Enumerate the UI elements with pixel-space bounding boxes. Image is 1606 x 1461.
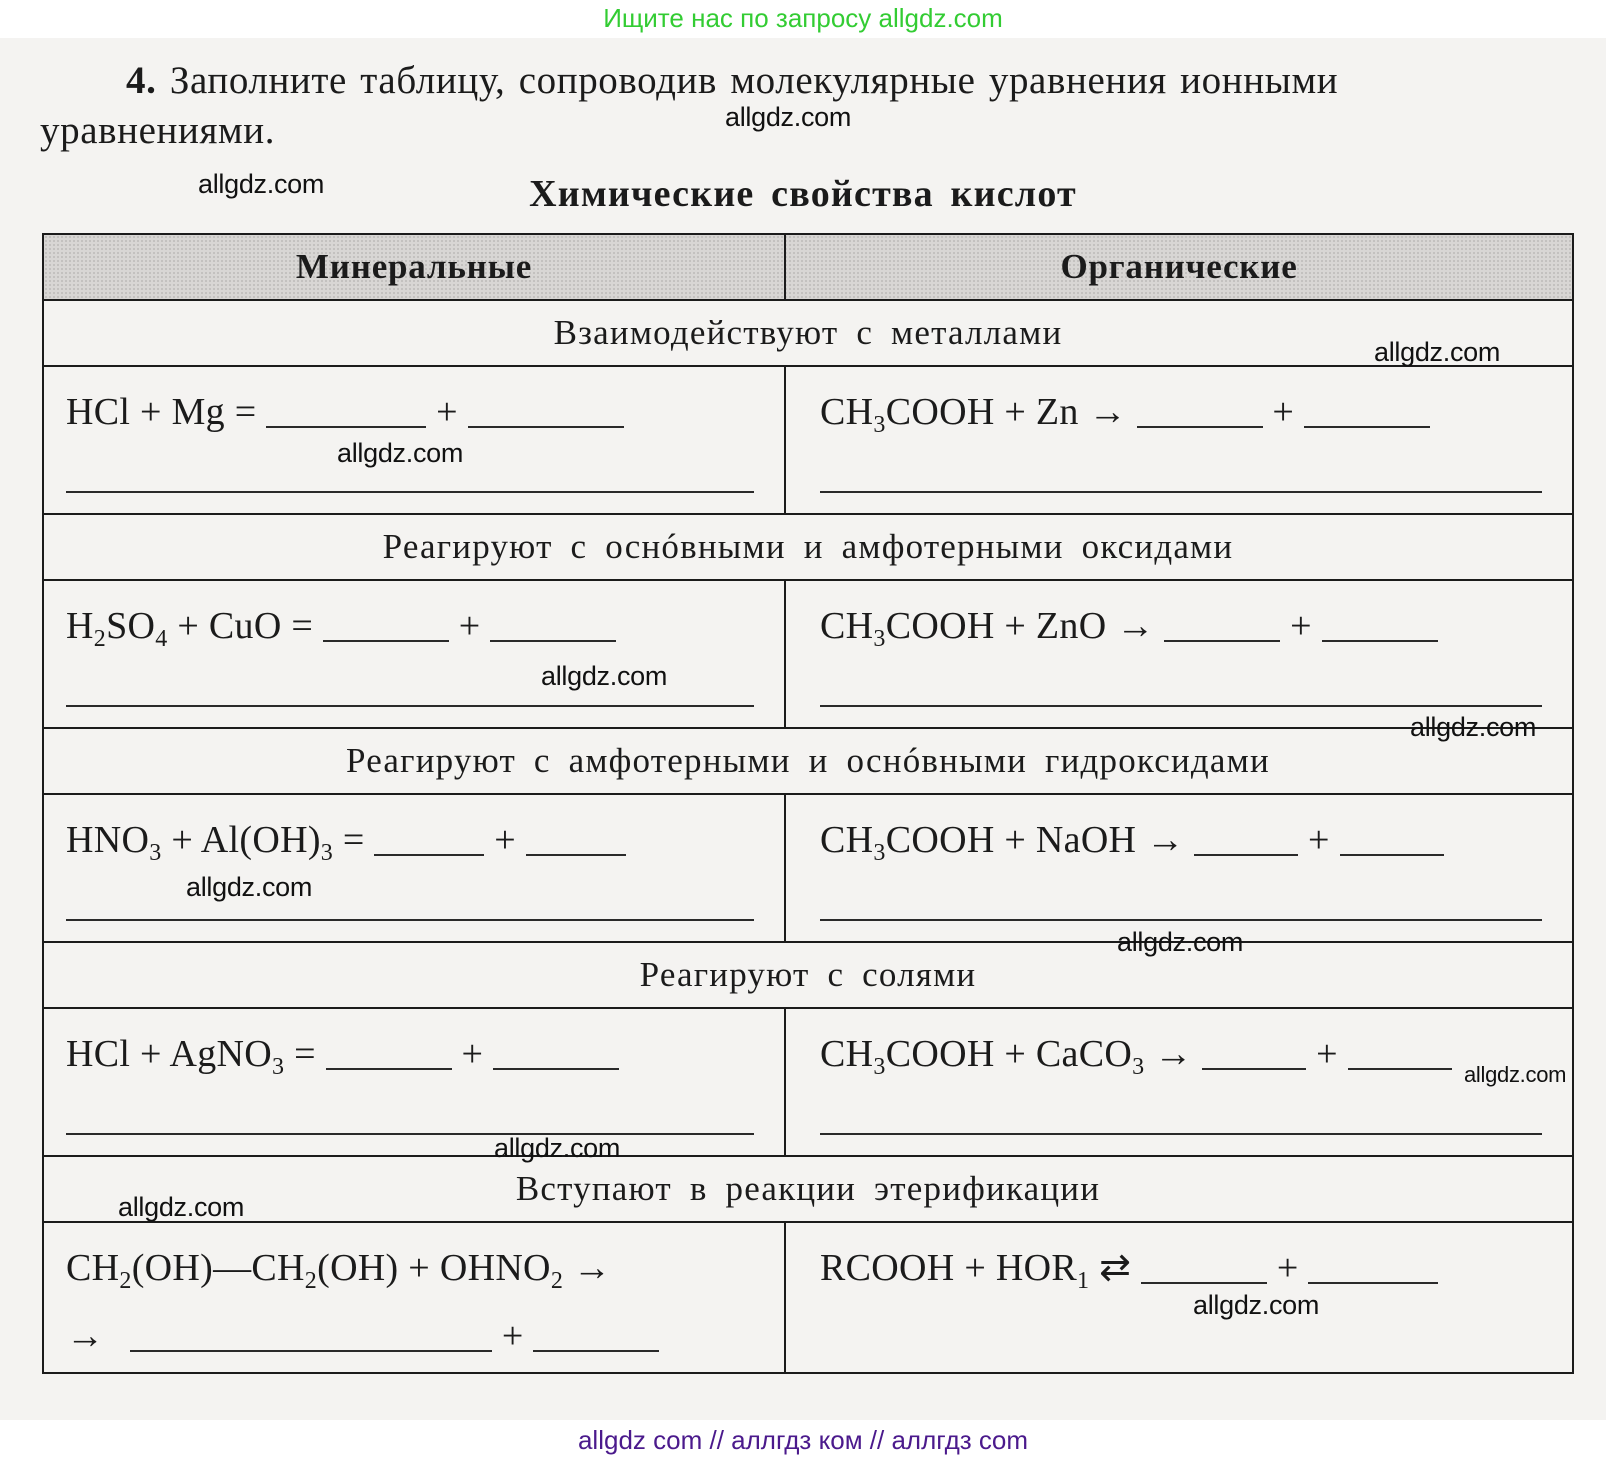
answer-blank[interactable] xyxy=(1340,854,1444,856)
column-header-organic: Органические xyxy=(1060,247,1298,286)
watermark: allgdz.com xyxy=(494,1133,621,1163)
answer-blank[interactable] xyxy=(1202,1068,1306,1070)
watermark: allgdz.com xyxy=(725,102,852,132)
watermark: allgdz.com xyxy=(118,1192,245,1222)
ionic-equation-line[interactable] xyxy=(820,919,1542,921)
equation-products-line: → + xyxy=(66,1317,659,1355)
equation-row-oxides xyxy=(44,581,1572,729)
equation-h2so4-cuo: $H_2SO_4$ + CuO = + xyxy=(66,607,616,645)
answer-blank[interactable] xyxy=(1322,640,1438,642)
answer-blank[interactable] xyxy=(1137,426,1263,428)
task-text: Заполните таблицу, сопроводив молекулярные уравнения ионными уравнениями. xyxy=(40,59,1339,152)
watermark: allgdz.com xyxy=(1464,1062,1567,1087)
organic-cell xyxy=(786,1009,1572,1155)
watermark: allgdz.com xyxy=(186,872,313,902)
organic-cell xyxy=(786,581,1572,727)
acid-properties-table xyxy=(42,233,1574,1374)
ionic-equation-line[interactable] xyxy=(820,491,1542,493)
task-number: 4. xyxy=(126,59,157,102)
answer-blank[interactable] xyxy=(326,1068,452,1070)
section-heading-esterification: Вступают в реакции этерификации xyxy=(44,1157,1572,1223)
answer-blank[interactable] xyxy=(1141,1282,1267,1284)
watermark: allgdz.com xyxy=(1410,712,1537,742)
answer-blank[interactable] xyxy=(533,1350,659,1352)
mineral-cell xyxy=(44,1009,786,1155)
answer-blank[interactable] xyxy=(526,854,626,856)
equation-hcl-mg: HCl + Mg = + xyxy=(66,393,624,431)
bottom-banner[interactable]: allgdz com // аллгдз ком // аллгдз com xyxy=(0,1420,1606,1461)
answer-blank[interactable] xyxy=(490,640,616,642)
equation-ch3cooh-zno: $CH_3COOH$ + ZnO → + xyxy=(820,607,1438,645)
mineral-cell xyxy=(44,1223,786,1372)
watermark: allgdz.com xyxy=(198,169,325,199)
ionic-equation-line[interactable] xyxy=(66,1133,754,1135)
equation-rcooh-hor1: RCOOH + $HOR_1$ ⇄ + xyxy=(820,1249,1438,1287)
section-heading-salts: Реагируют с солями xyxy=(44,943,1572,1009)
equation-row-metals xyxy=(44,367,1572,515)
equation-ethylene-glycol-nitric-acid: $CH_2(OH)—CH_2(OH)$ + $OHNO_2$ → xyxy=(66,1247,612,1294)
equation-hno3-aloh3: $HNO_3 + Al(OH)_3$ = + xyxy=(66,821,626,859)
column-header-mineral: Минеральные xyxy=(44,235,786,299)
ionic-equation-line[interactable] xyxy=(820,1133,1542,1135)
ionic-equation-line[interactable] xyxy=(66,919,754,921)
equation-row-hydroxides xyxy=(44,795,1572,943)
equation-ch3cooh-naoh: $CH_3COOH$ + NaOH → + xyxy=(820,821,1444,859)
section-heading-oxides: Реагируют с оснóвными и амфотерными оксидами xyxy=(44,515,1572,581)
equation-row-esterification xyxy=(44,1223,1572,1372)
watermark: allgdz.com xyxy=(1374,337,1501,367)
answer-blank[interactable] xyxy=(1194,854,1298,856)
watermark: allgdz.com xyxy=(1193,1290,1320,1320)
ionic-equation-line[interactable] xyxy=(66,705,754,707)
answer-blank[interactable] xyxy=(1304,426,1430,428)
watermark: allgdz.com xyxy=(1117,927,1244,957)
organic-cell xyxy=(786,1223,1572,1372)
mineral-cell xyxy=(44,795,786,941)
organic-cell xyxy=(786,795,1572,941)
ionic-equation-line[interactable] xyxy=(66,491,754,493)
answer-blank[interactable] xyxy=(1308,1282,1438,1284)
answer-blank[interactable] xyxy=(323,640,449,642)
equation-row-salts xyxy=(44,1009,1572,1157)
table-header xyxy=(44,235,1572,301)
equation-ch3cooh-zn: $CH_3COOH + Zn$ → + xyxy=(820,393,1430,431)
answer-blank[interactable] xyxy=(1164,640,1280,642)
answer-blank[interactable] xyxy=(468,426,624,428)
table-title: Химические свойства кислот xyxy=(529,173,1077,215)
section-heading-hydroxides: Реагируют с амфотерными и оснóвными гидроксидами xyxy=(44,729,1572,795)
equation-ch3cooh-caco3: $CH_3COOH$ + CaCO$_3$ → + xyxy=(820,1035,1452,1073)
section-heading-metals: Взаимодействуют с металлами xyxy=(44,301,1572,367)
answer-blank[interactable] xyxy=(1348,1068,1452,1070)
ionic-equation-line[interactable] xyxy=(820,705,1542,707)
answer-blank[interactable] xyxy=(130,1350,492,1352)
watermark: allgdz.com xyxy=(541,661,668,691)
equation-hcl-agno3: HCl + AgNO$_3$ = + xyxy=(66,1035,619,1073)
organic-cell xyxy=(786,367,1572,513)
top-banner[interactable]: Ищите нас по запросу allgdz.com xyxy=(0,0,1606,38)
answer-blank[interactable] xyxy=(374,854,484,856)
watermark: allgdz.com xyxy=(337,438,464,468)
answer-blank[interactable] xyxy=(266,426,426,428)
workbook-page xyxy=(0,38,1606,1420)
mineral-cell xyxy=(44,581,786,727)
answer-blank[interactable] xyxy=(493,1068,619,1070)
